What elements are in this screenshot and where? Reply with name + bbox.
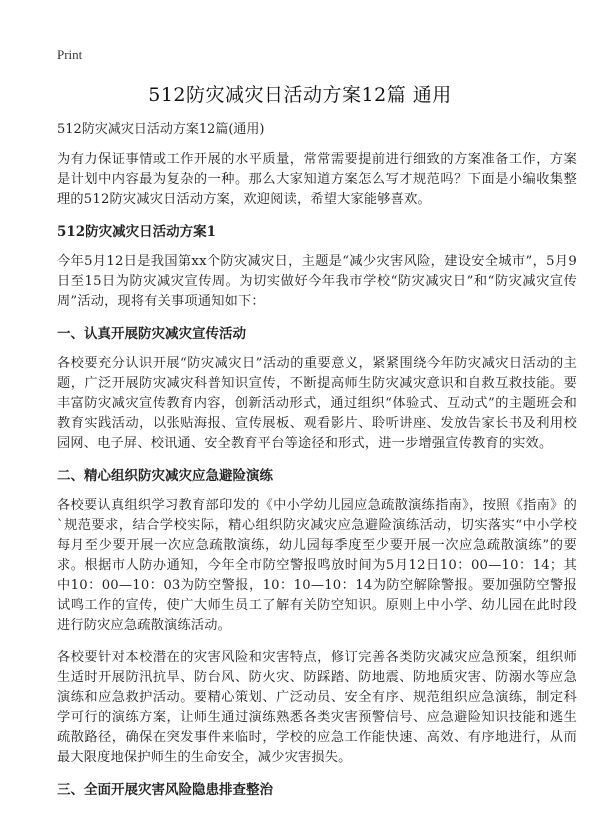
document-body — [57, 120, 577, 810]
section-paragraph: 今年5月12日是我国第xx个防灾减灾日，主题是“减少灾害风险，建设安全城市”，5月9日至15日为防灾减灾宣传周。为切实做好今年我市学校“防灾减灾日”和“防灾减灾宣传周”活动，现将有关事项通知如下： — [57, 254, 577, 309]
document-subtitle: 512防灾减灾日活动方案12篇(通用) — [57, 122, 265, 137]
intro-paragraph: 为有力保证事情或工作开展的水平质量，常常需要提前进行细致的方案准备工作，方案是计划中内容最为复杂的一种。那么大家知道方案怎么写才规范吗？下面是小编收集整理的512防灾减灾日活动方案，欢迎阅读，希望大家能够喜欢。 — [57, 152, 577, 207]
paragraph-propaganda: 各校要充分认识开展“防灾减灾日”活动的重要意义，紧紧围绕今年防灾减灾日活动的主题，广泛开展防灾减灾科普知识宣传，不断提高师生防灾减灾意识和自救互救技能。要丰富防灾减灾宣传教育内容，创新活动形式，通过组织“体验式、互动式”的主题班会和教育实践活动，以张贴海报、宣传展板、观看影片、聆听讲座、发放告家长书及利用校园网、电子屏、校讯通、安全教育平台等途径和形式，进一步增强宣传教育的实效。 — [57, 356, 577, 451]
heading-hazard-check: 三、全面开展灾害风险隐患排查整治 — [57, 782, 273, 798]
heading-drill: 二、精心组织防灾减灾应急避险演练 — [57, 468, 273, 484]
section-title: 512防灾减灾日活动方案1 — [57, 224, 217, 240]
print-link[interactable]: Print — [57, 47, 83, 62]
heading-propaganda: 一、认真开展防灾减灾宣传活动 — [57, 326, 246, 342]
paragraph-drill: 各校要认真组织学习教育部印发的《中小学幼儿园应急疏散演练指南》，按照《指南》的`规范要求，结合学校实际，精心组织防灾减灾应急避险演练活动，切实落实“中小学校每月至少要开展一次应急疏散演练，幼儿园每季度至少要开展一次应急疏散演练”的要求。根据市人防办通知，今年全市防空警报鸣放时间为5月12日10：00—10：14；其中10：00—10：03为防空警报，10：10—10：14为防空解除警报。要加强防空警报试鸣工作的宣传，使广大师生员工了解有关防空知识。原则上中小学、幼儿园在此时段进行防灾应急疏散演练活动。 — [57, 498, 577, 633]
page-title: 512防灾减灾日活动方案12篇 通用 — [148, 84, 452, 106]
paragraph-drill-plan: 各校要针对本校潜在的灾害风险和灾害特点，修订完善各类防灾减灾应急预案，组织师生适时开展防汛抗旱、防台风、防火灾、防踩踏、防地震、防地质灾害、防溺水等应急演练和应急救护活动。要精心策划、广泛动员、安全有序、规范组织应急演练，制定科学可行的演练方案，让师生通过演练熟悉各类灾害预警信号、应急避险知识技能和逃生疏散路径，确保在突发事件来临时，学校的应急工作能快速、高效、有序地进行，从而最大限度地保护师生的生命安全，减少灾害损失。 — [57, 650, 577, 765]
